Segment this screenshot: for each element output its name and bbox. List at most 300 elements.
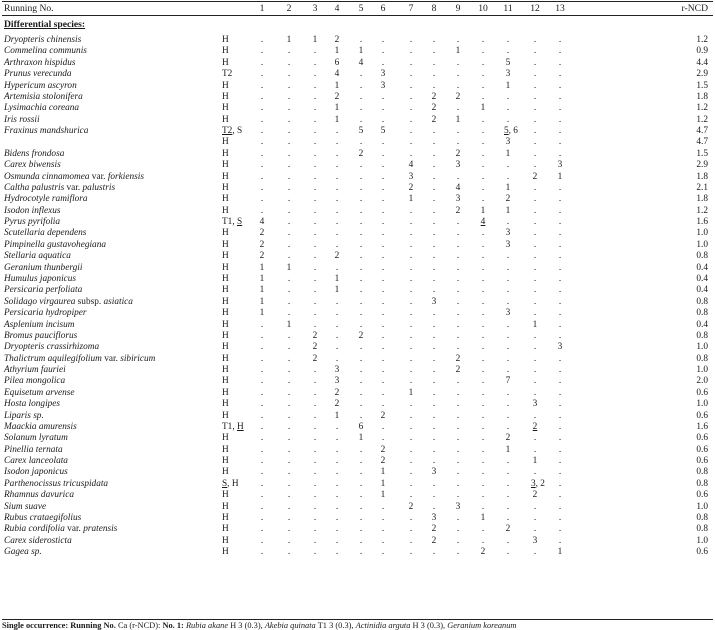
- table-cell: 2: [380, 410, 386, 421]
- table-cell: .: [335, 296, 339, 307]
- layer-code: H: [222, 57, 229, 68]
- table-cell: .: [287, 239, 291, 250]
- layer-code: H: [222, 103, 229, 114]
- table-cell: .: [381, 285, 385, 296]
- table-cell: .: [313, 512, 317, 523]
- table-cell: .: [359, 524, 363, 535]
- rncd-value: 1.0: [696, 239, 708, 250]
- table-cell: .: [313, 399, 317, 410]
- table-cell: 3: [334, 365, 340, 376]
- rncd-value: 4.7: [696, 137, 708, 148]
- table-cell: 2: [358, 330, 364, 341]
- table-cell: .: [409, 228, 413, 239]
- table-cell: 2: [334, 251, 340, 262]
- table-cell: .: [506, 387, 510, 398]
- header-col-5: 5: [358, 3, 364, 14]
- table-cell: .: [481, 478, 485, 489]
- table-cell: .: [313, 251, 317, 262]
- table-cell: .: [481, 137, 485, 148]
- table-cell: .: [456, 387, 460, 398]
- table-cell: .: [359, 490, 363, 501]
- species-name: Parthenocissus tricuspidata: [4, 478, 109, 489]
- table-cell: .: [287, 57, 291, 68]
- table-cell: .: [558, 330, 562, 341]
- layer-code: H: [222, 262, 229, 273]
- table-cell: 6: [358, 421, 364, 432]
- table-cell: 1: [334, 273, 340, 284]
- rncd-value: 1.6: [696, 421, 708, 432]
- table-cell: .: [313, 91, 317, 102]
- table-cell: 2: [431, 114, 437, 125]
- table-cell: .: [359, 501, 363, 512]
- layer-code: H: [222, 80, 229, 91]
- table-cell: .: [558, 285, 562, 296]
- layer-code: H: [222, 205, 229, 216]
- table-cell: .: [432, 205, 436, 216]
- table-cell: .: [335, 160, 339, 171]
- table-cell: .: [409, 410, 413, 421]
- table-cell: .: [313, 182, 317, 193]
- table-cell: 2: [380, 444, 386, 455]
- table-cell: 2: [408, 182, 414, 193]
- header-col-4: 4: [334, 3, 340, 14]
- table-cell: .: [506, 330, 510, 341]
- table-cell: 3: [505, 69, 511, 80]
- table-cell: .: [359, 456, 363, 467]
- table-cell: .: [481, 69, 485, 80]
- table-cell: .: [381, 217, 385, 228]
- table-cell: .: [558, 69, 562, 80]
- table-cell: .: [481, 171, 485, 182]
- table-cell: .: [381, 524, 385, 535]
- table-cell: .: [287, 80, 291, 91]
- table-cell: .: [558, 524, 562, 535]
- table-cell: .: [287, 160, 291, 171]
- table-cell: .: [260, 387, 264, 398]
- table-cell: .: [481, 319, 485, 330]
- table-cell: .: [481, 456, 485, 467]
- table-cell: 2: [358, 148, 364, 159]
- layer-code: H: [222, 490, 229, 501]
- table-cell: .: [533, 91, 537, 102]
- table-cell: .: [481, 160, 485, 171]
- table-cell: .: [481, 535, 485, 546]
- table-cell: .: [313, 262, 317, 273]
- species-name: Solanum lyratum: [4, 433, 68, 444]
- table-cell: .: [456, 444, 460, 455]
- table-cell: 3: [455, 501, 461, 512]
- table-cell: 1: [334, 46, 340, 57]
- table-cell: .: [456, 490, 460, 501]
- table-cell: .: [456, 376, 460, 387]
- table-cell: .: [506, 171, 510, 182]
- rncd-value: 0.4: [696, 273, 708, 284]
- table-cell: .: [335, 239, 339, 250]
- table-cell: .: [359, 217, 363, 228]
- table-cell: 4: [259, 217, 265, 228]
- table-cell: .: [335, 182, 339, 193]
- table-cell: .: [381, 296, 385, 307]
- table-cell: .: [260, 524, 264, 535]
- table-cell: .: [432, 228, 436, 239]
- layer-code: H: [222, 171, 229, 182]
- table-cell: .: [313, 239, 317, 250]
- table-cell: .: [558, 365, 562, 376]
- table-cell: .: [558, 319, 562, 330]
- table-cell: .: [359, 137, 363, 148]
- species-name: Pilea mongolica: [4, 376, 66, 387]
- table-cell: 3: [431, 512, 437, 523]
- table-cell: .: [260, 171, 264, 182]
- table-cell: .: [381, 308, 385, 319]
- table-cell: .: [506, 512, 510, 523]
- table-cell: .: [287, 46, 291, 57]
- table-cell: .: [533, 342, 537, 353]
- table-cell: .: [359, 296, 363, 307]
- table-cell: .: [456, 421, 460, 432]
- table-cell: .: [260, 103, 264, 114]
- table-cell: .: [558, 456, 562, 467]
- species-name: Dryopteris chinensis: [4, 35, 82, 45]
- species-name: Maackia amurensis: [4, 421, 77, 432]
- table-cell: .: [533, 217, 537, 228]
- rncd-value: 0.6: [696, 433, 708, 444]
- table-cell: .: [456, 217, 460, 228]
- table-cell: 3: [408, 171, 414, 182]
- rncd-value: 0.6: [696, 456, 708, 467]
- layer-code: H: [222, 456, 229, 467]
- table-cell: .: [506, 456, 510, 467]
- table-cell: .: [558, 501, 562, 512]
- table-cell: .: [313, 160, 317, 171]
- table-cell: .: [409, 433, 413, 444]
- table-cell: .: [409, 80, 413, 91]
- layer-code: H: [222, 410, 229, 421]
- table-cell: .: [456, 228, 460, 239]
- table-cell: 5: [358, 126, 364, 137]
- species-name: Commelina communis: [4, 46, 87, 57]
- table-cell: .: [481, 80, 485, 91]
- layer-code: H: [222, 114, 229, 125]
- table-cell: .: [456, 512, 460, 523]
- table-cell: .: [409, 319, 413, 330]
- table-cell: 3: [431, 296, 437, 307]
- table-cell: .: [456, 456, 460, 467]
- table-cell: .: [409, 456, 413, 467]
- table-cell: .: [313, 217, 317, 228]
- table-cell: .: [359, 308, 363, 319]
- layer-code: H: [222, 501, 229, 512]
- header-col-10: 10: [478, 3, 488, 14]
- table-cell: .: [359, 285, 363, 296]
- table-cell: 3: [557, 342, 563, 353]
- rncd-value: 1.8: [696, 194, 708, 205]
- table-cell: .: [533, 46, 537, 57]
- table-cell: 2: [334, 35, 340, 45]
- table-cell: .: [359, 171, 363, 182]
- species-name: Isodon japonicus: [4, 467, 68, 478]
- table-cell: .: [533, 114, 537, 125]
- table-cell: .: [260, 342, 264, 353]
- table-cell: .: [432, 148, 436, 159]
- table-cell: .: [260, 319, 264, 330]
- table-cell: .: [335, 467, 339, 478]
- table-cell: .: [558, 296, 562, 307]
- rncd-value: 1.8: [696, 91, 708, 102]
- table-cell: .: [359, 35, 363, 45]
- table-cell: .: [456, 467, 460, 478]
- table-cell: .: [381, 376, 385, 387]
- table-cell: 3: [431, 467, 437, 478]
- table-cell: .: [558, 126, 562, 137]
- table-cell: 1: [259, 296, 265, 307]
- table-cell: .: [558, 239, 562, 250]
- table-cell: .: [409, 273, 413, 284]
- table-cell: .: [533, 353, 537, 364]
- table-cell: .: [313, 148, 317, 159]
- table-cell: .: [558, 228, 562, 239]
- table-cell: 3: [455, 160, 461, 171]
- table-cell: .: [287, 217, 291, 228]
- rncd-value: 1.0: [696, 342, 708, 353]
- layer-code: T1, S: [222, 217, 243, 228]
- table-cell: .: [456, 308, 460, 319]
- layer-code: H: [222, 228, 229, 239]
- table-cell: .: [313, 285, 317, 296]
- layer-code: H: [222, 296, 229, 307]
- table-cell: .: [409, 148, 413, 159]
- table-cell: .: [260, 467, 264, 478]
- table-cell: .: [409, 137, 413, 148]
- species-name: Pinellia ternata: [4, 444, 63, 455]
- layer-code: H: [222, 285, 229, 296]
- table-cell: .: [287, 285, 291, 296]
- rncd-value: 0.6: [696, 490, 708, 501]
- table-cell: .: [432, 217, 436, 228]
- table-cell: .: [506, 46, 510, 57]
- table-cell: .: [409, 365, 413, 376]
- table-cell: .: [481, 433, 485, 444]
- table-cell: .: [432, 330, 436, 341]
- table-cell: .: [456, 478, 460, 489]
- table-cell: .: [287, 308, 291, 319]
- table-cell: .: [481, 182, 485, 193]
- table-cell: .: [506, 103, 510, 114]
- table-cell: 1: [286, 262, 292, 273]
- table-cell: 2: [312, 342, 318, 353]
- species-name: Osmunda cinnamomea var. forkiensis: [4, 171, 144, 182]
- table-cell: .: [287, 182, 291, 193]
- table-cell: .: [260, 501, 264, 512]
- table-cell: .: [359, 444, 363, 455]
- table-cell: .: [456, 239, 460, 250]
- table-cell: .: [506, 501, 510, 512]
- table-cell: .: [456, 103, 460, 114]
- species-name: Carex lanceolata: [4, 456, 68, 467]
- header-col-6: 6: [380, 3, 386, 14]
- table-cell: 2: [505, 194, 511, 205]
- table-cell: .: [558, 273, 562, 284]
- table-cell: .: [409, 296, 413, 307]
- table-cell: .: [359, 410, 363, 421]
- table-cell: .: [381, 273, 385, 284]
- table-cell: .: [432, 262, 436, 273]
- table-cell: .: [260, 444, 264, 455]
- table-cell: 1: [505, 148, 511, 159]
- table-cell: .: [287, 512, 291, 523]
- table-cell: .: [506, 490, 510, 501]
- table-cell: .: [313, 46, 317, 57]
- table-cell: .: [409, 126, 413, 137]
- table-cell: 1: [358, 433, 364, 444]
- rncd-value: 0.8: [696, 512, 708, 523]
- table-cell: .: [359, 376, 363, 387]
- layer-code: H: [222, 91, 229, 102]
- table-cell: .: [287, 444, 291, 455]
- layer-code: H: [222, 444, 229, 455]
- layer-code: H: [222, 512, 229, 523]
- table-cell: .: [481, 148, 485, 159]
- table-cell: .: [260, 456, 264, 467]
- species-name: Gagea sp.: [4, 547, 42, 558]
- species-name: Pimpinella gustavohegiana: [4, 239, 106, 250]
- table-cell: .: [558, 376, 562, 387]
- layer-code: H: [222, 353, 229, 364]
- table-footnote: Single occurrence: Running No. Ca (r-NCD): No. 1: Rubia akane H 3 (0.3), Akebia quinata T1 3 (0.3), Actinidia arguta H 3 (0.3), Geranium koreanum: [2, 621, 517, 630]
- table-cell: .: [313, 205, 317, 216]
- layer-code: H: [222, 387, 229, 398]
- species-name: Stellaria aquatica: [4, 251, 71, 262]
- table-cell: .: [359, 239, 363, 250]
- table-cell: .: [313, 114, 317, 125]
- layer-code: H: [222, 376, 229, 387]
- rncd-value: 1.2: [696, 114, 708, 125]
- table-cell: .: [506, 353, 510, 364]
- table-cell: 3: [380, 80, 386, 91]
- rncd-value: 1.5: [696, 148, 708, 159]
- table-cell: .: [456, 273, 460, 284]
- table-cell: .: [287, 194, 291, 205]
- table-cell: .: [409, 421, 413, 432]
- rncd-value: 4.4: [696, 57, 708, 68]
- rncd-value: 1.0: [696, 365, 708, 376]
- rncd-value: 1.5: [696, 80, 708, 91]
- table-cell: .: [506, 342, 510, 353]
- table-cell: .: [409, 262, 413, 273]
- table-cell: .: [359, 160, 363, 171]
- table-cell: .: [381, 103, 385, 114]
- table-cell: .: [432, 308, 436, 319]
- species-name: Hydrocotyle ramiflora: [4, 194, 88, 205]
- table-cell: .: [335, 228, 339, 239]
- table-cell: .: [287, 103, 291, 114]
- table-cell: .: [260, 205, 264, 216]
- table-cell: .: [287, 296, 291, 307]
- header-col-13: 13: [555, 3, 565, 14]
- table-cell: .: [287, 205, 291, 216]
- table-cell: .: [335, 217, 339, 228]
- table-cell: .: [533, 524, 537, 535]
- table-cell: 2: [532, 171, 538, 182]
- table-cell: .: [456, 296, 460, 307]
- table-cell: .: [506, 35, 510, 45]
- table-cell: .: [409, 91, 413, 102]
- table-cell: .: [260, 353, 264, 364]
- table-cell: .: [506, 319, 510, 330]
- table-cell: .: [456, 251, 460, 262]
- table-cell: .: [313, 319, 317, 330]
- table-cell: .: [381, 171, 385, 182]
- table-cell: .: [381, 137, 385, 148]
- table-cell: .: [558, 251, 562, 262]
- table-cell: .: [533, 547, 537, 558]
- table-cell: .: [313, 273, 317, 284]
- table-cell: 1: [380, 478, 386, 489]
- table-cell: .: [533, 387, 537, 398]
- table-cell: .: [335, 171, 339, 182]
- table-cell: 1: [455, 114, 461, 125]
- table-cell: .: [409, 251, 413, 262]
- layer-code: S, H: [222, 478, 239, 489]
- table-cell: .: [481, 376, 485, 387]
- table-cell: .: [287, 91, 291, 102]
- table-cell: .: [481, 46, 485, 57]
- layer-code: H: [222, 547, 229, 558]
- table-cell: .: [432, 501, 436, 512]
- table-cell: .: [287, 387, 291, 398]
- layer-code: H: [222, 319, 229, 330]
- table-cell: .: [432, 547, 436, 558]
- table-cell: .: [313, 387, 317, 398]
- table-cell: .: [533, 330, 537, 341]
- table-cell: 3: [532, 535, 538, 546]
- table-cell: .: [558, 262, 562, 273]
- table-cell: .: [313, 296, 317, 307]
- table-cell: 1: [334, 285, 340, 296]
- table-cell: .: [335, 512, 339, 523]
- table-cell: 2: [380, 456, 386, 467]
- table-cell: .: [359, 319, 363, 330]
- table-cell: .: [533, 262, 537, 273]
- table-cell: .: [558, 467, 562, 478]
- rncd-value: 0.4: [696, 262, 708, 273]
- table-cell: .: [506, 114, 510, 125]
- table-cell: .: [335, 456, 339, 467]
- table-cell: .: [558, 353, 562, 364]
- table-cell: 1: [334, 114, 340, 125]
- table-cell: .: [409, 103, 413, 114]
- table-cell: .: [533, 296, 537, 307]
- table-cell: 1: [408, 387, 414, 398]
- table-cell: .: [313, 467, 317, 478]
- table-cell: .: [558, 182, 562, 193]
- table-cell: .: [409, 114, 413, 125]
- rncd-value: 1.0: [696, 501, 708, 512]
- table-cell: .: [558, 80, 562, 91]
- table-cell: 1: [532, 456, 538, 467]
- table-cell: .: [558, 410, 562, 421]
- table-cell: .: [506, 421, 510, 432]
- table-cell: .: [409, 478, 413, 489]
- table-cell: .: [432, 35, 436, 45]
- table-cell: .: [506, 91, 510, 102]
- table-cell: .: [533, 228, 537, 239]
- table-cell: .: [260, 160, 264, 171]
- table-cell: .: [313, 444, 317, 455]
- table-cell: .: [481, 365, 485, 376]
- table-cell: .: [558, 57, 562, 68]
- table-cell: 2: [455, 353, 461, 364]
